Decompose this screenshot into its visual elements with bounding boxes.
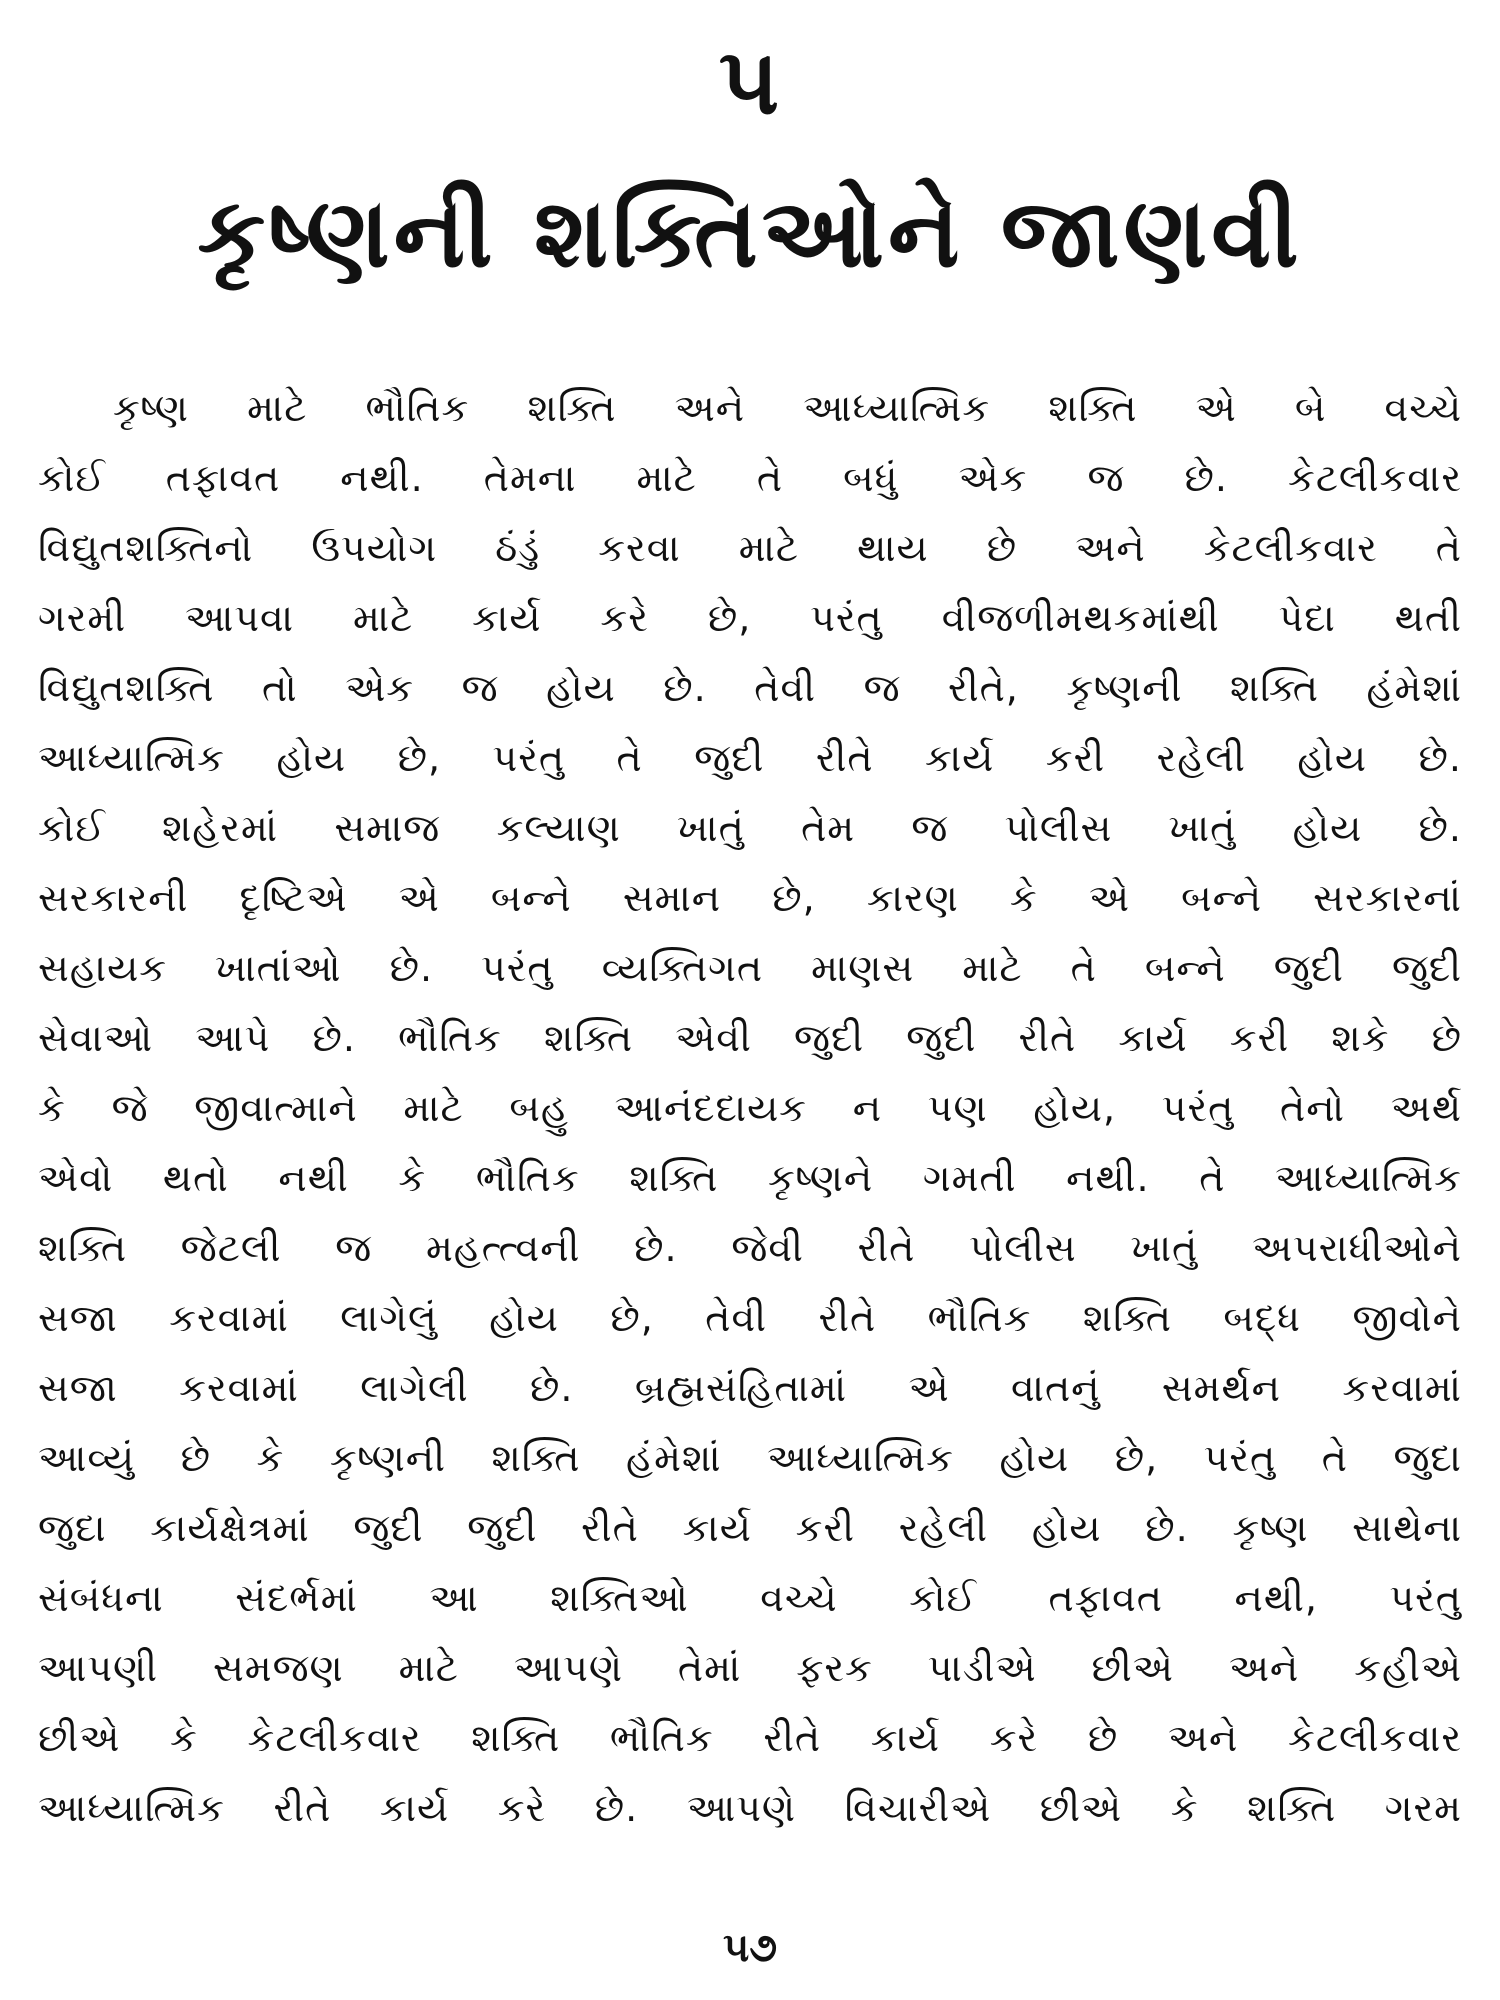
text-line: એવો થતો નથી કે ભૌતિક શક્તિ કૃષ્ણને ગમતી નથી. તે આધ્યાત્મિક xyxy=(38,1156,1462,1200)
text-line: સજા કરવામાં લાગેલી છે. બ્રહ્મસંહિતામાં એ વાતનું સમર્થન કરવામાં xyxy=(38,1366,1462,1410)
text-line: વિદ્યુતશક્તિ તો એક જ હોય છે. તેવી જ રીતે, કૃષ્ણની શક્તિ હંમેશાં xyxy=(38,666,1462,710)
text-line: સહાયક ખાતાંઓ છે. પરંતુ વ્યક્તિગત માણસ માટે તે બન્ને જુદી જુદી xyxy=(38,946,1462,990)
text-line: કોઈ શહેરમાં સમાજ કલ્યાણ ખાતું તેમ જ પોલીસ ખાતું હોય છે. xyxy=(38,806,1462,850)
text-line: કૃષ્ણ માટે ભૌતિક શક્તિ અને આધ્યાત્મિક શક્તિ એ બે વચ્ચે xyxy=(113,386,1462,430)
text-line: કે જે જીવાત્માને માટે બહુ આનંદદાયક ન પણ હોય, પરંતુ તેનો અર્થ xyxy=(38,1086,1462,1130)
text-line: છીએ કે કેટલીકવાર શક્તિ ભૌતિક રીતે કાર્ય કરે છે અને કેટલીકવાર xyxy=(38,1716,1462,1760)
text-line: કોઈ તફાવત નથી. તેમના માટે તે બધું એક જ છે. કેટલીકવાર xyxy=(38,456,1462,500)
text-line: આધ્યાત્મિક હોય છે, પરંતુ તે જુદી રીતે કાર્ય કરી રહેલી હોય છે. xyxy=(38,736,1462,780)
chapter-number: ૫ xyxy=(718,28,782,135)
text-line: આપણી સમજણ માટે આપણે તેમાં ફરક પાડીએ છીએ અને કહીએ xyxy=(38,1646,1462,1690)
text-line: શક્તિ જેટલી જ મહત્ત્વની છે. જેવી રીતે પોલીસ ખાતું અપરાધીઓને xyxy=(38,1226,1462,1270)
text-line: સરકારની દૃષ્ટિએ એ બન્ને સમાન છે, કારણ કે એ બન્ને સરકારનાં xyxy=(38,876,1462,920)
text-line: આધ્યાત્મિક રીતે કાર્ય કરે છે. આપણે વિચારીએ છીએ કે શક્તિ ગરમ xyxy=(38,1786,1462,1830)
text-line: ગરમી આપવા માટે કાર્ય કરે છે, પરંતુ વીજળીમથકમાંથી પેદા થતી xyxy=(38,596,1462,640)
page-number: ૫૭ xyxy=(722,1925,778,1971)
text-line: વિદ્યુતશક્તિનો ઉપયોગ ઠંડું કરવા માટે થાય છે અને કેટલીકવાર તે xyxy=(38,526,1462,570)
text-line: જુદા કાર્યક્ષેત્રમાં જુદી જુદી રીતે કાર્ય કરી રહેલી હોય છે. કૃષ્ણ સાથેના xyxy=(38,1506,1462,1550)
text-line: આવ્યું છે કે કૃષ્ણની શક્તિ હંમેશાં આધ્યાત્મિક હોય છે, પરંતુ તે જુદા xyxy=(38,1436,1462,1480)
chapter-title: કૃષ્ણની શક્તિઓને જાણવી xyxy=(197,177,1303,289)
text-line: સજા કરવામાં લાગેલું હોય છે, તેવી રીતે ભૌતિક શક્તિ બદ્ધ જીવોને xyxy=(38,1296,1462,1340)
body-paragraph xyxy=(38,373,1462,1843)
text-line: સેવાઓ આપે છે. ભૌતિક શક્તિ એવી જુદી જુદી રીતે કાર્ય કરી શકે છે xyxy=(38,1016,1462,1060)
text-line: સંબંધના સંદર્ભમાં આ શક્તિઓ વચ્ચે કોઈ તફાવત નથી, પરંતુ xyxy=(38,1576,1462,1620)
